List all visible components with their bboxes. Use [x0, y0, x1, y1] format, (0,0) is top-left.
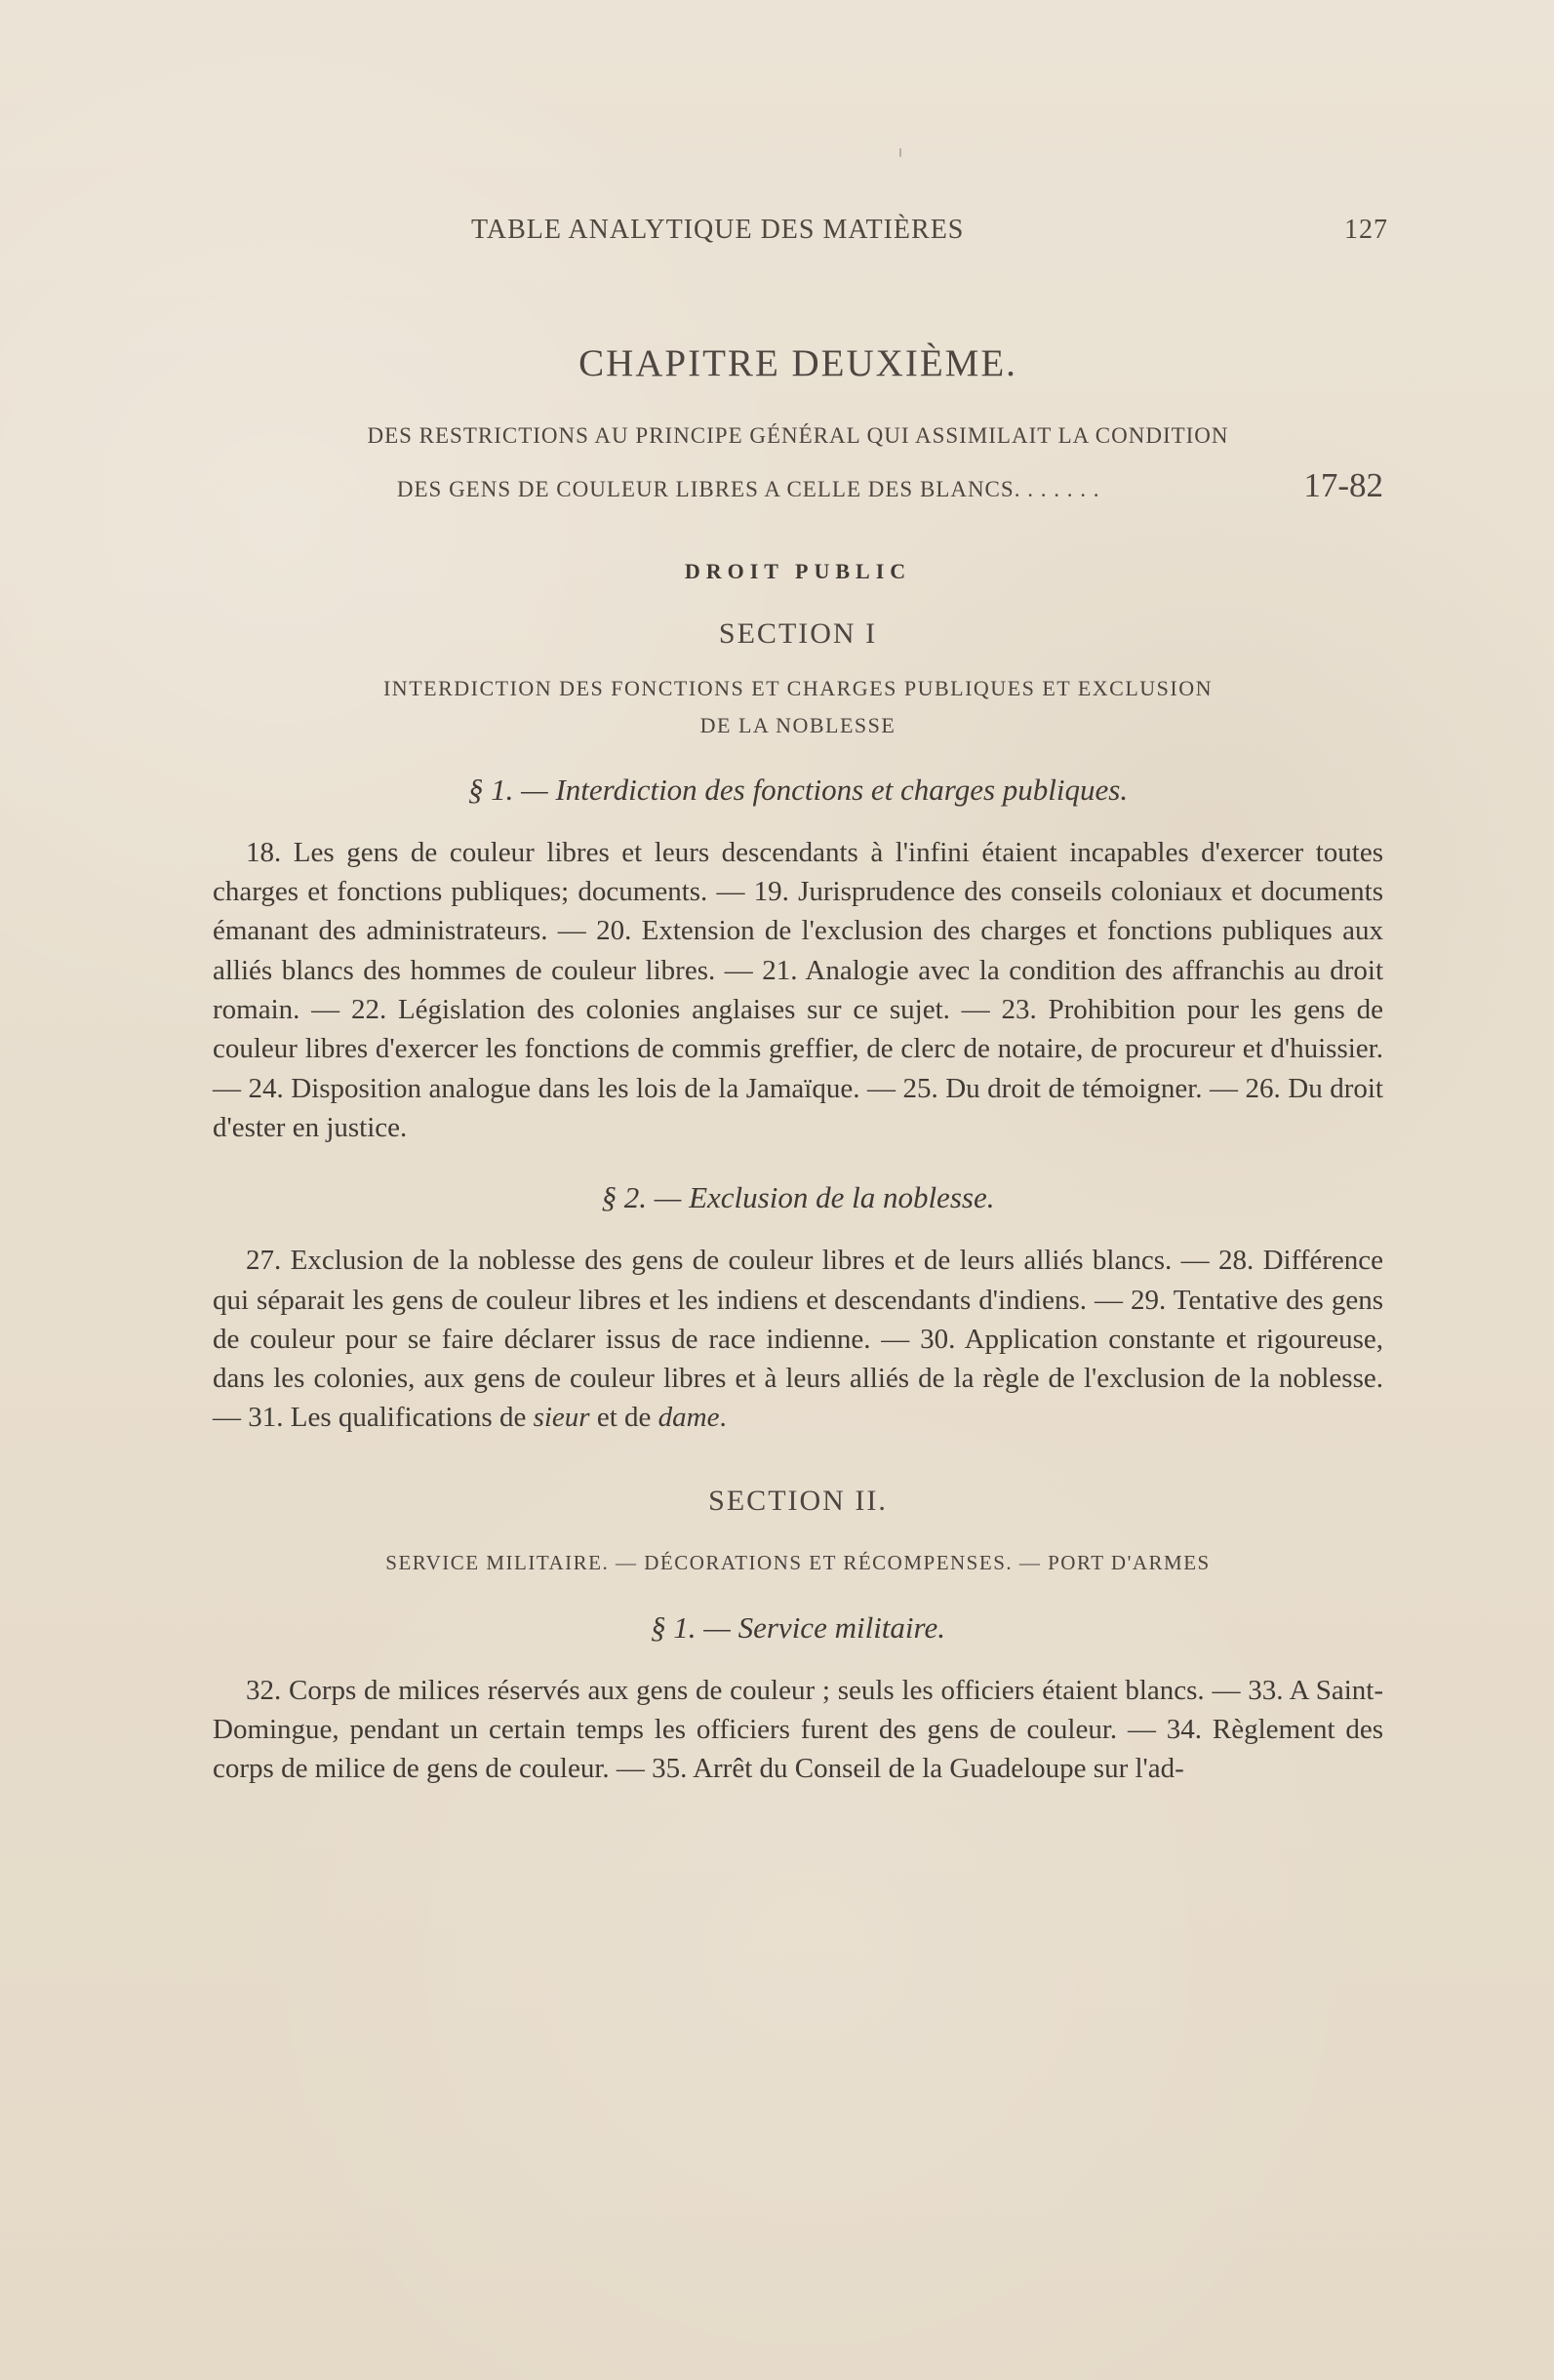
page-speck: [899, 148, 901, 157]
section-2-paragraph-1-text: 32. Corps de milices réservés aux gens de couleur ; seuls les officiers étaient blancs. — 33. A Saint-Domingue, pendant un certain temps les officiers furent des gens de couleur. — 34. Règlement des corps de milice de gens de couleur. — 35. Arrêt du Conseil de la Guadeloupe sur l'ad-: [213, 1674, 1383, 1785]
section-1-subheading-line-2: DE LA NOBLESSE: [699, 713, 897, 738]
section-1-subheading-line-1: INTERDICTION DES FONCTIONS ET CHARGES PUBLIQUES ET EXCLUSION: [382, 675, 1214, 700]
chapter-title: CHAPITRE DEUXIÈME.: [578, 342, 1017, 384]
chapter-summary-line-2-text: DES GENS DE COULEUR LIBRES A CELLE DES BLANCS. . . . . . .: [396, 476, 1100, 501]
section-1-paragraph-2-main: 27. Exclusion de la noblesse des gens de couleur libres et de leurs alliés blancs. — 28. Différence qui séparait les gens de couleur libres et les indiens et descendants d'indiens. — 29. Tentative des gens de couleur pour se faire déclarer issus de race indienne. — 30. Application constante et rigoureuse, dans les colonies, aux gens de couleur libres et à leurs alliés de la règle de l'exclusion de la noblesse. — 31. Les qualifications de: [213, 1245, 1383, 1434]
sieur-text: sieur: [533, 1402, 590, 1434]
period-text: .: [719, 1402, 727, 1434]
page-content: [213, 215, 1388, 1788]
chapter-summary: [213, 418, 1383, 512]
chapter-summary-line-1: DES RESTRICTIONS AU PRINCIPE GÉNÉRAL QUI ASSIMILAIT LA CONDITION: [367, 423, 1229, 448]
dame-text: dame: [657, 1402, 720, 1434]
running-head-title: TABLE ANALYTIQUE DES MATIÈRES: [471, 215, 965, 245]
chapter-range: 17-82: [1303, 465, 1383, 504]
section-1-heading: SECTION I: [718, 616, 878, 650]
section-1-paragraph-1-text: 18. Les gens de couleur libres et leurs descendants à l'infini étaient incapables d'exercer toutes charges et fonctions publiques; documents. — 19. Jurisprudence des conseils coloniaux et documents émanant des administrateurs. — 20. Extension de l'exclusion des charges et fonctions publiques aux alliés blancs des hommes de couleur libres. — 21. Analogie avec la condition des affranchis au droit romain. — 22. Législation des colonies anglaises sur ce sujet. — 23. Prohibition pour les gens de couleur libres d'exercer les fonctions de commis greffier, de clerc de notaire, de procureur et d'huissier. — 24. Disposition analogue dans les lois de la Jamaïque. — 25. Du droit de témoigner. — 26. Du droit d'ester en justice.: [213, 836, 1383, 1143]
section-2-heading: SECTION II.: [708, 1484, 888, 1517]
section-1-paragraph-2-heading: § 2. — Exclusion de la noblesse.: [601, 1180, 995, 1215]
section-1-paragraph-2-text: [213, 1241, 1383, 1437]
chapter-summary-line-2: [213, 459, 1383, 512]
section-2-paragraph-1-heading: § 1. — Service militaire.: [651, 1609, 945, 1645]
running-head: [213, 215, 1388, 256]
page-number: 127: [1344, 215, 1388, 245]
section-1-paragraph-1-heading: § 1. — Interdiction des fonctions et charges publiques.: [467, 772, 1129, 807]
and-text: et de: [589, 1402, 658, 1434]
division-heading: DROIT PUBLIC: [684, 558, 912, 583]
section-2-subheading: SERVICE MILITAIRE. — DÉCORATIONS ET RÉCOMPENSES. — PORT D'ARMES: [385, 1550, 1211, 1574]
section-1-subheading: [213, 670, 1383, 745]
